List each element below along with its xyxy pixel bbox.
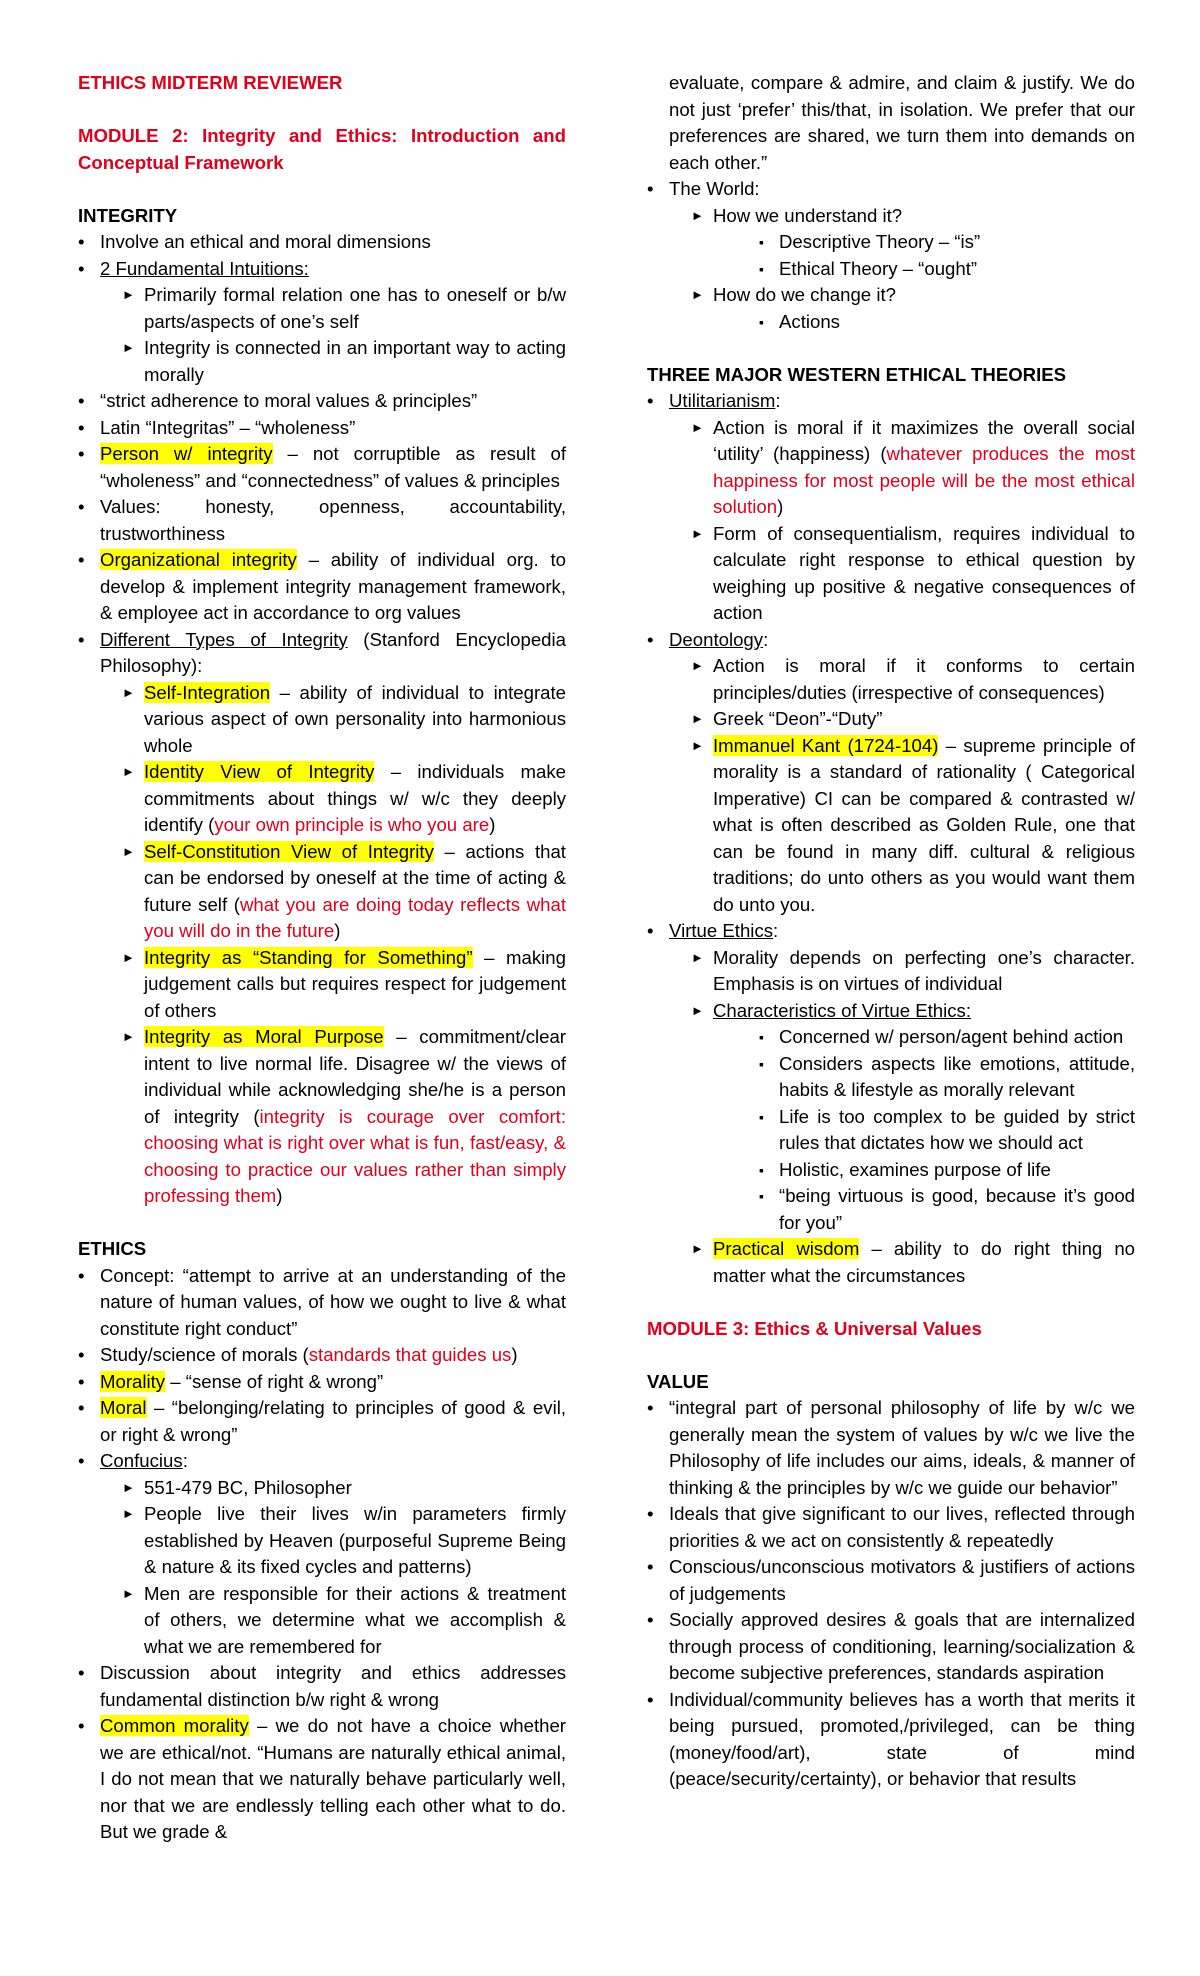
list-item: • “integral part of personal philosophy of life by w/c we generally mean the system of values by w/c we live the Philosophy of life includes our aims, ideals, & manner of thinking & the principles by w/c we guide our behavior”: [647, 1395, 1135, 1501]
list-item: ▪ Ethical Theory – “ought”: [757, 256, 1135, 283]
list-item: • Person w/ integrity – not corruptible as result of “wholeness” and “connectedness” of values & principles: [78, 441, 566, 494]
list-item: • Involve an ethical and moral dimensions: [78, 229, 566, 256]
value-heading: VALUE: [647, 1370, 709, 1392]
list-item: ► Action is moral if it conforms to certain principles/duties (irrespective of consequences): [691, 653, 1135, 706]
list-item: ▪ Life is too complex to be guided by strict rules that dictates how we should act: [757, 1104, 1135, 1157]
list-item: ► Men are responsible for their actions & treatment of others, we determine what we accomplish & what we are remembered for: [122, 1581, 566, 1661]
list-item: ► How we understand it? ▪ Descriptive Theory – “is” ▪ Ethical Theory – “ought”: [691, 203, 1135, 283]
list-item: • Utilitarianism: ► Action is moral if it maximizes the overall social ‘utility’ (happiness) (whatever produces the most happiness for most people will be the most ethical solution) ► Form of consequentialism, requires individual to calculate right response to ethical question by weighing up positive & negative consequences of action: [647, 388, 1135, 627]
sub-list: [100, 680, 566, 1210]
sub-list: [669, 653, 1135, 918]
world-list: [647, 176, 1135, 335]
list-item: ► Identity View of Integrity – individuals make commitments about things w/ w/c they deeply identify (your own principle is who you are): [122, 759, 566, 839]
list-item: • Moral – “belonging/relating to principles of good & evil, or right & wrong”: [78, 1395, 566, 1448]
highlighted-term: Moral: [100, 1397, 147, 1418]
highlighted-term: Integrity as “Standing for Something”: [144, 946, 473, 968]
sub-list: [669, 203, 1135, 336]
list-item: ▪ Actions: [757, 309, 1135, 336]
list-item: ▪ Holistic, examines purpose of life: [757, 1157, 1135, 1184]
ethics-heading: ETHICS: [78, 1238, 147, 1259]
list-item: ► Characteristics of Virtue Ethics: ▪ Concerned w/ person/agent behind action ▪ Considers aspects like emotions, attitude, habits & lifestyle as morally relevant ▪ Life is too complex to be guided by strict rules that dictates how we should act ▪ Holistic, examines purpose of life ▪ “being virtuous is good, because it’s good for you”: [691, 998, 1135, 1237]
document-title: ETHICS MIDTERM REVIEWER: [78, 72, 343, 93]
list-item: ▪ “being virtuous is good, because it’s good for you”: [757, 1183, 1135, 1236]
list-item: ► Integrity as “Standing for Something” – making judgement calls but requires respect for judgement of others: [122, 945, 566, 1025]
list-item: • Deontology: ► Action is moral if it conforms to certain principles/duties (irrespective of consequences) ► Greek “Deon”-“Duty” ► Immanuel Kant (1724-104) – supreme principle of morality is a standard of rationality ( Categorical Imperative) CI can be compared & contrasted w/ what is often described as Golden Rule, one that can be found in many diff. cultural & religious traditions; do unto others as you would want them do unto you.: [647, 627, 1135, 919]
highlighted-term: Identity View of Integrity: [144, 761, 375, 782]
list-item: ► How do we change it? ▪ Actions: [691, 282, 1135, 335]
theories-list: [647, 388, 1135, 1289]
sub-list: [669, 945, 1135, 1290]
list-item: ► Action is moral if it maximizes the overall social ‘utility’ (happiness) (whatever produces the most happiness for most people will be the most ethical solution): [691, 415, 1135, 521]
list-item: • Morality – “sense of right & wrong”: [78, 1369, 566, 1396]
highlighted-term: Person w/ integrity: [100, 443, 273, 464]
list-item: • “strict adherence to moral values & principles”: [78, 388, 566, 415]
list-item: ► Form of consequentialism, requires individual to calculate right response to ethical question by weighing up positive & negative consequences of action: [691, 521, 1135, 627]
list-item: ► Integrity is connected in an important way to acting morally: [122, 335, 566, 388]
module-2-title: MODULE 2: Integrity and Ethics: Introduction and Conceptual Framework: [78, 125, 566, 173]
theories-heading: THREE MAJOR WESTERN ETHICAL THEORIES: [647, 363, 1067, 385]
list-item: • Discussion about integrity and ethics addresses fundamental distinction b/w right & wrong: [78, 1660, 566, 1713]
highlighted-term: Practical wisdom: [713, 1238, 860, 1259]
continued-quote: evaluate, compare & admire, and claim & justify. We do not just ‘prefer’ this/that, in isolation. We prefer that our preferences are shared, we turn them into demands on each other.”: [669, 72, 1135, 173]
list-item: • Latin “Integritas” – “wholeness”: [78, 415, 566, 442]
sub-sub-list: [713, 1024, 1135, 1236]
list-item: • Concept: “attempt to arrive at an understanding of the nature of human values, of how we ought to live & what constitute right conduct”: [78, 1263, 566, 1343]
right-column: [647, 70, 1135, 1793]
list-item: ► People live their lives w/in parameters firmly established by Heaven (purposeful Supreme Being & nature & its fixed cycles and patterns): [122, 1501, 566, 1581]
list-item: ▪ Descriptive Theory – “is”: [757, 229, 1135, 256]
list-item: • Organizational integrity – ability of individual org. to develop & implement integrity management framework, & employee act in accordance to org values: [78, 547, 566, 627]
integrity-heading: INTEGRITY: [78, 204, 178, 226]
list-item: ► Integrity as Moral Purpose – commitment/clear intent to live normal life. Disagree w/ the views of individual while acknowledging she/he is a person of integrity (integrity is courage over comfort: choosing what is right over what is fun, fast/easy, & choosing to practice our values rather than simply professing them): [122, 1024, 566, 1210]
sub-list: [100, 282, 566, 388]
list-item: ► Practical wisdom – ability to do right thing no matter what the circumstances: [691, 1236, 1135, 1289]
list-item: ► Greek “Deon”-“Duty”: [691, 706, 1135, 733]
sub-sub-list: [713, 309, 1135, 336]
list-item: • Common morality – we do not have a choice whether we are ethical/not. “Humans are naturally ethical animal, I do not mean that we naturally behave particularly well, nor that we are endlessly telling each other what to do. But we grade &: [78, 1713, 566, 1846]
highlighted-term: Morality: [100, 1370, 166, 1392]
list-item: • Conscious/unconscious motivators & justifiers of actions of judgements: [647, 1554, 1135, 1607]
list-item: • Different Types of Integrity (Stanford Encyclopedia Philosophy): ► Self-Integration – ability of individual to integrate various aspect of own personality into harmonious whole ► Identity View of Integrity – individuals make commitments about things w/ w/c they deeply identify (your own principle is who you are) ► Self-Constitution View of Integrity – actions that can be endorsed by oneself at the time of acting & future self (what you are doing today reflects what you will do in the future) ► Integrity as “Standing for Something” – making judgement calls but requires respect for judgement of others ► Integrity as Moral Purpose – commitment/clear intent to live normal life. Disagree w/ the views of individual while acknowledging she/he is a person of integrity (integrity is courage over comfort: choosing what is right over what is fun, fast/easy, & choosing to practice our values rather than simply professing them): [78, 627, 566, 1210]
list-item: • The World: ► How we understand it? ▪ Descriptive Theory – “is” ▪ Ethical Theory – “ought” ► How do we change it? ▪ Actions: [647, 176, 1135, 335]
list-item: • Values: honesty, openness, accountability, trustworthiness: [78, 494, 566, 547]
highlighted-term: Common morality: [100, 1715, 249, 1736]
left-column: [78, 70, 566, 1846]
list-item: ► Self-Integration – ability of individual to integrate various aspect of own personality into harmonious whole: [122, 680, 566, 760]
highlighted-term: Integrity as Moral Purpose: [144, 1026, 384, 1047]
sub-list: [100, 1475, 566, 1661]
highlighted-term: Self-Constitution View of Integrity: [144, 840, 434, 862]
list-item: ► Self-Constitution View of Integrity – actions that can be endorsed by oneself at the time of acting & future self (what you are doing today reflects what you will do in the future): [122, 839, 566, 945]
list-item: • Individual/community believes has a worth that merits it being pursued, promoted,/privileged, can be thing (money/food/art), state of mind (peace/security/certainty), or behavior that results: [647, 1687, 1135, 1793]
sub-list: [669, 415, 1135, 627]
highlighted-term: Self-Integration: [144, 681, 271, 703]
sub-sub-list: [713, 229, 1135, 282]
value-list: [647, 1395, 1135, 1793]
list-item: • Ideals that give significant to our lives, reflected through priorities & we act on consistently & repeatedly: [647, 1501, 1135, 1554]
module-3-title: MODULE 3: Ethics & Universal Values: [647, 1317, 982, 1339]
list-item: ▪ Concerned w/ person/agent behind action: [757, 1024, 1135, 1051]
list-item: • Study/science of morals (standards that guides us): [78, 1342, 566, 1369]
list-item: ► Immanuel Kant (1724-104) – supreme principle of morality is a standard of rationality ( Categorical Imperative) CI can be compared & contrasted w/ what is often described as Golden Rule, one that can be found in many diff. cultural & religious traditions; do unto others as you would want them do unto you.: [691, 733, 1135, 919]
list-item: • Socially approved desires & goals that are internalized through process of conditioning, learning/socialization & become subjective preferences, standards aspiration: [647, 1607, 1135, 1687]
highlighted-term: Organizational integrity: [100, 549, 297, 570]
list-item: ► 551-479 BC, Philosopher: [122, 1475, 566, 1502]
highlighted-term: Immanuel Kant (1724-104): [713, 734, 939, 756]
list-item: ▪ Considers aspects like emotions, attitude, habits & lifestyle as morally relevant: [757, 1051, 1135, 1104]
ethics-list: [78, 1263, 566, 1846]
list-item: ► Primarily formal relation one has to oneself or b/w parts/aspects of one’s self: [122, 282, 566, 335]
list-item: • 2 Fundamental Intuitions: ► Primarily formal relation one has to oneself or b/w parts/aspects of one’s self ► Integrity is connected in an important way to acting morally: [78, 256, 566, 389]
integrity-list: [78, 229, 566, 1210]
list-item: • Virtue Ethics: ► Morality depends on perfecting one’s character. Emphasis is on virtues of individual ► Characteristics of Virtue Ethics: ▪ Concerned w/ person/agent behind action ▪ Considers aspects like emotions, attitude, habits & lifestyle as morally relevant ▪ Life is too complex to be guided by strict rules that dictates how we should act ▪ Holistic, examines purpose of life ▪ “being virtuous is good, because it’s good for you” ► Practical wisdom – ability to do right thing no matter what the circumstances: [647, 918, 1135, 1289]
list-item: ► Morality depends on perfecting one’s character. Emphasis is on virtues of individual: [691, 945, 1135, 998]
list-item: • Confucius: ► 551-479 BC, Philosopher ► People live their lives w/in parameters firmly established by Heaven (purposeful Supreme Being & nature & its fixed cycles and patterns) ► Men are responsible for their actions & treatment of others, we determine what we accomplish & what we are remembered for: [78, 1448, 566, 1660]
